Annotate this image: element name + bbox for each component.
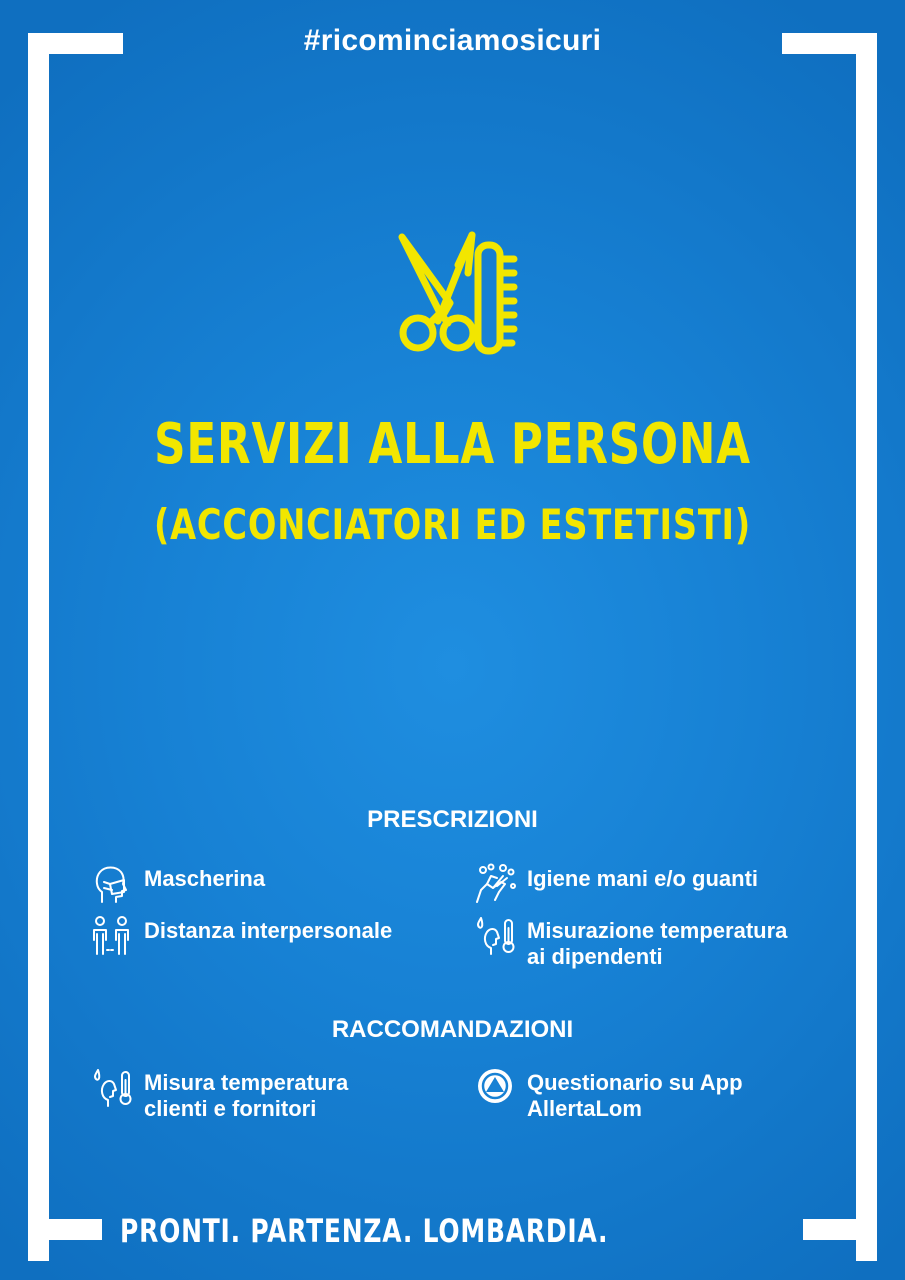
item-label: Misura temperatura clienti e fornitori bbox=[144, 1070, 349, 1121]
list-item-questionario-app bbox=[473, 1070, 743, 1122]
item-label: Distanza interpersonale bbox=[144, 918, 393, 943]
face-mask-icon bbox=[90, 862, 134, 906]
frame-bracket-bottom-right bbox=[803, 1219, 877, 1240]
list-item-misurazione-temperatura bbox=[473, 918, 787, 970]
list-item-distanza bbox=[90, 918, 392, 958]
list-item-igiene-mani bbox=[473, 866, 758, 906]
temperature-check-icon bbox=[90, 1066, 134, 1110]
item-label: Mascherina bbox=[144, 866, 266, 891]
footer-slogan: PRONTI. PARTENZA. LOMBARDIA. bbox=[120, 1212, 609, 1250]
frame-bracket-right bbox=[782, 33, 877, 1261]
list-item-misura-temperatura bbox=[90, 1070, 348, 1122]
prescrizioni-heading: PRESCRIZIONI bbox=[367, 806, 538, 833]
list-item-mascherina bbox=[90, 866, 265, 906]
item-label: Questionario su App AllertaLom bbox=[527, 1070, 743, 1121]
item-label: Misurazione temperatura ai dipendenti bbox=[527, 918, 788, 969]
social-distance-icon bbox=[90, 914, 134, 958]
hand-washing-icon bbox=[473, 862, 517, 906]
allertalom-app-icon bbox=[473, 1066, 517, 1110]
raccomandazioni-heading: RACCOMANDAZIONI bbox=[331, 1016, 574, 1043]
scissors-comb-icon bbox=[380, 225, 530, 365]
temperature-check-icon bbox=[473, 914, 517, 958]
page-title: SERVIZI ALLA PERSONA bbox=[154, 412, 751, 477]
item-label: Igiene mani e/o guanti bbox=[527, 866, 759, 891]
frame-bracket-bottom-left bbox=[28, 1219, 102, 1240]
hashtag: #ricominciamosicuri bbox=[303, 24, 602, 57]
page-subtitle: (ACCONCIATORI ED ESTETISTI) bbox=[153, 500, 752, 549]
